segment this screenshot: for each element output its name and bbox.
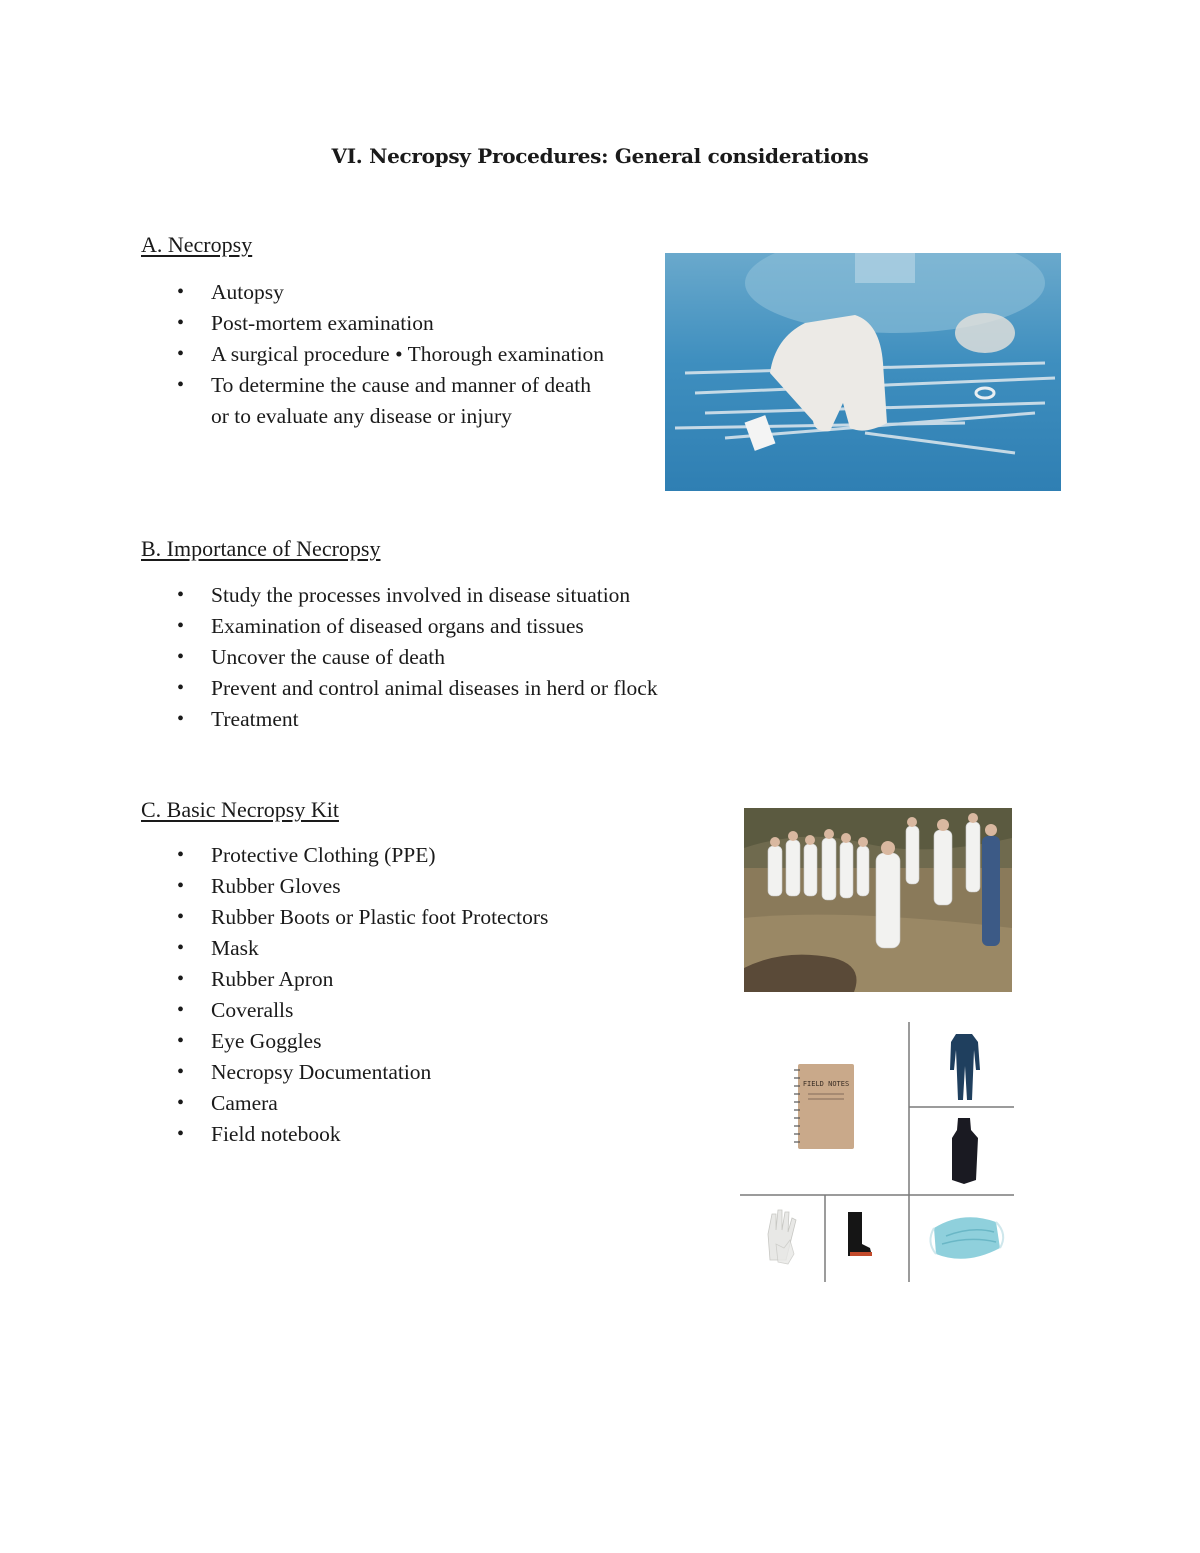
list-item: • Eye Goggles bbox=[141, 1026, 548, 1057]
list-item: • Coveralls bbox=[141, 995, 548, 1026]
list-item: • A surgical procedure • Thorough examination bbox=[141, 339, 604, 370]
notebook-label: FIELD NOTES bbox=[802, 1080, 850, 1088]
list-item: • Protective Clothing (PPE) bbox=[141, 840, 548, 871]
list-item bbox=[141, 370, 604, 432]
section-a-heading: A. Necropsy bbox=[141, 232, 253, 257]
field-notebook-icon bbox=[794, 1064, 854, 1149]
list-item: • Prevent and control animal diseases in herd or flock bbox=[141, 673, 658, 704]
section-a-list bbox=[141, 277, 604, 432]
list-item: • Uncover the cause of death bbox=[141, 642, 658, 673]
field-necropsy-group-photo bbox=[744, 808, 1012, 992]
list-item: • Field notebook bbox=[141, 1119, 548, 1150]
list-item-line: To determine the cause and manner of death bbox=[211, 373, 591, 397]
list-item: • Necropsy Documentation bbox=[141, 1057, 548, 1088]
rubber-gloves-icon bbox=[768, 1210, 796, 1264]
list-item: • Treatment bbox=[141, 704, 658, 735]
section-c-heading: C. Basic Necropsy Kit bbox=[141, 797, 339, 822]
list-item: • Rubber Boots or Plastic foot Protectors bbox=[141, 902, 548, 933]
list-item-line: or to evaluate any disease or injury bbox=[211, 404, 512, 428]
section-b-list bbox=[141, 580, 658, 735]
coveralls-icon bbox=[950, 1034, 980, 1100]
mask-icon bbox=[930, 1217, 1003, 1259]
list-item: • Camera bbox=[141, 1088, 548, 1119]
list-item: • Rubber Apron bbox=[141, 964, 548, 995]
necropsy-kit-collage bbox=[738, 1022, 1016, 1282]
section-c-list bbox=[141, 840, 548, 1150]
section-b-heading: B. Importance of Necropsy bbox=[141, 536, 381, 561]
list-item: • Mask bbox=[141, 933, 548, 964]
rubber-apron-icon bbox=[952, 1118, 978, 1184]
list-item: • Post-mortem examination bbox=[141, 308, 604, 339]
page-title: VI. Necropsy Procedures: General considerations bbox=[331, 144, 869, 168]
list-item: • Rubber Gloves bbox=[141, 871, 548, 902]
surgical-instruments-photo bbox=[665, 253, 1061, 491]
list-item: • Autopsy bbox=[141, 277, 604, 308]
list-item: • Study the processes involved in disease situation bbox=[141, 580, 658, 611]
rubber-boots-icon bbox=[848, 1212, 872, 1256]
list-item: • Examination of diseased organs and tissues bbox=[141, 611, 658, 642]
